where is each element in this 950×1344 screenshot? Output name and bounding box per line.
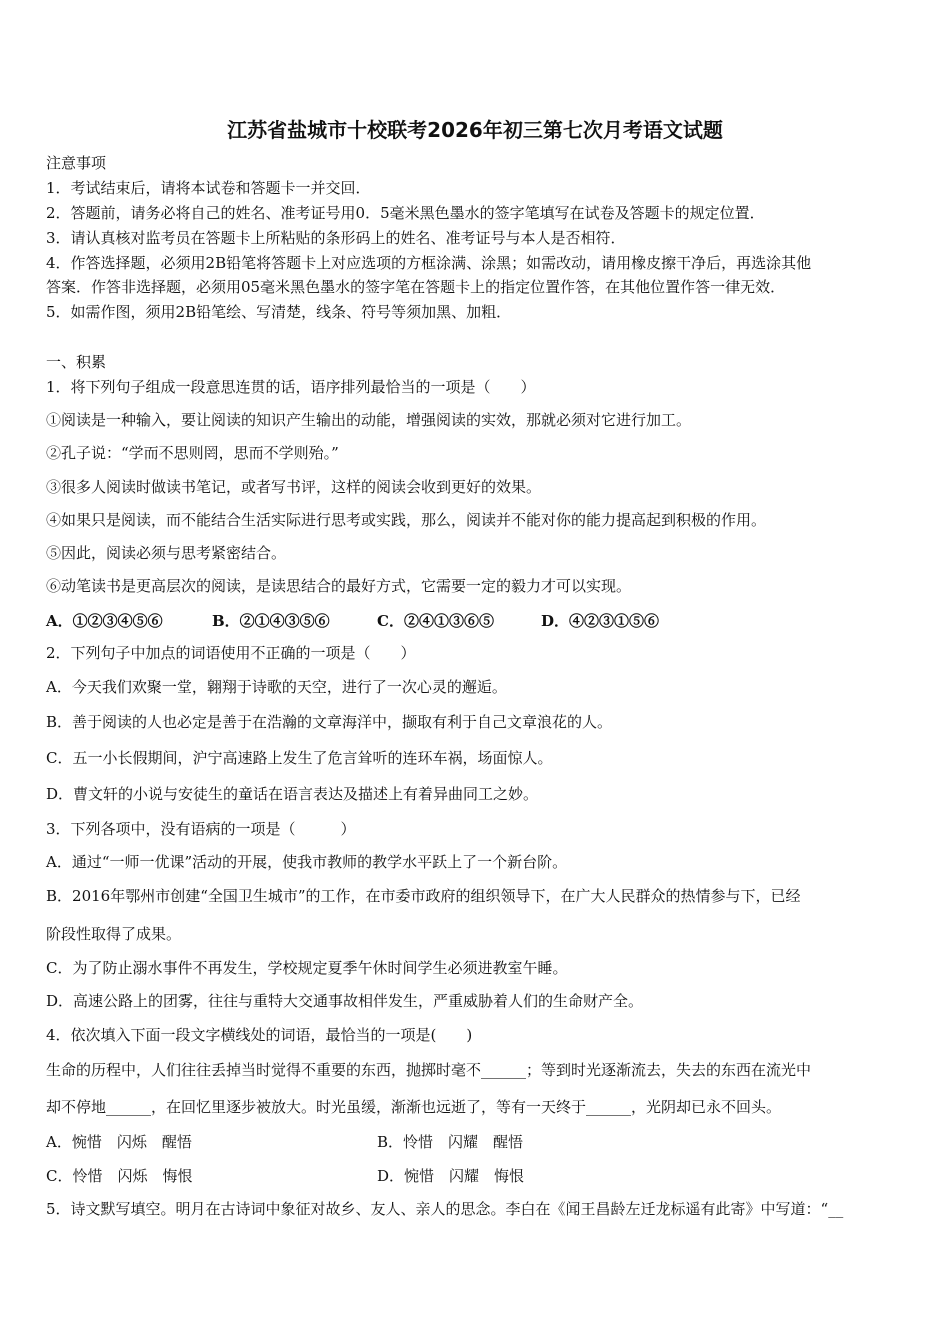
q2-option-b[interactable]: B．善于阅读的人也必定是善于在浩瀚的文章海洋中，撷取有利于自己文章浪花的人。: [46, 713, 613, 731]
q2-option-a[interactable]: A．今天我们欢聚一堂，翱翔于诗歌的天空，进行了一次心灵的邂逅。: [46, 678, 507, 696]
q5-stem: 5．诗文默写填空。明月在古诗词中象征对故乡、友人、亲人的思念。李白在《闻王昌龄左迁龙标遥有此寄》中写道：“__: [46, 1200, 844, 1218]
q1-sentence: ①阅读是一种输入，要让阅读的知识产生输出的动能，增强阅读的实效，那就必须对它进行加工。: [46, 411, 692, 429]
q1-sentence: ②孔子说：“学而不思则罔，思而不学则殆。”: [46, 444, 339, 462]
section-heading: 一、积累: [46, 353, 107, 371]
page-title: 江苏省盐城市十校联考2026年初三第七次月考语文试题: [227, 118, 723, 142]
q4-option-a[interactable]: A．惋惜 闪烁 醒悟: [46, 1133, 192, 1151]
note-item: 3．请认真核对监考员在答题卡上所粘贴的条形码上的姓名、准考证号与本人是否相符．: [46, 229, 626, 247]
q1-sentence: ⑥动笔读书是更高层次的阅读，是读思结合的最好方式，它需要一定的毅力才可以实现。: [46, 577, 632, 595]
q2-option-d[interactable]: D．曹文轩的小说与安徒生的童话在语言表达及描述上有着异曲同工之妙。: [46, 785, 539, 803]
q1-sentence: ⑤因此，阅读必须与思考紧密结合。: [46, 544, 287, 562]
q4-option-d[interactable]: D．惋惜 闪耀 悔恨: [377, 1167, 525, 1185]
q3-option-d[interactable]: D．高速公路上的团雾，往往与重特大交通事故相伴发生，严重威胁着人们的生命财产全。: [46, 992, 644, 1010]
q1-sentence: ③很多人阅读时做读书笔记，或者写书评，这样的阅读会收到更好的效果。: [46, 478, 542, 496]
q4-stem: 4．依次填入下面一段文字横线处的词语，最恰当的一项是( ): [46, 1026, 473, 1044]
note-item: 2．答题前，请务必将自己的姓名、准考证号用0．5毫米黑色墨水的签字笔填写在试卷及答题卡的规定位置．: [46, 204, 765, 222]
q2-stem: 2．下列句子中加点的词语使用不正确的一项是（ ）: [46, 644, 416, 662]
note-item: 5．如需作图，须用2B铅笔绘、写清楚，线条、符号等须加黑、加粗．: [46, 303, 512, 321]
q4-option-c[interactable]: C．怜惜 闪烁 悔恨: [46, 1167, 193, 1185]
q1-option-a[interactable]: A．①②③④⑤⑥: [46, 612, 163, 630]
q3-stem: 3．下列各项中，没有语病的一项是（ ）: [46, 820, 356, 838]
q3-option-a[interactable]: A．通过“一师一优课”活动的开展，使我市教师的教学水平跃上了一个新台阶。: [46, 853, 568, 871]
note-item: 1．考试结束后，请将本试卷和答题卡一并交回．: [46, 179, 371, 197]
q4-option-b[interactable]: B．怜惜 闪耀 醒悟: [377, 1133, 524, 1151]
q3-option-b[interactable]: B．2016年鄂州市创建“全国卫生城市”的工作，在市委市政府的组织领导下，在广大人民群众的热情参与下，已经: [46, 887, 801, 905]
note-item: 答案．作答非选择题，必须用05毫米黑色墨水的签字笔在答题卡上的指定位置作答，在其他位置作答一律无效．: [46, 278, 786, 296]
q1-option-c[interactable]: C．②④①③⑥⑤: [377, 612, 494, 630]
q1-option-b[interactable]: B．②①④③⑤⑥: [212, 612, 330, 630]
notes-heading: 注意事项: [46, 154, 107, 172]
q3-option-c[interactable]: C．为了防止溺水事件不再发生，学校规定夏季午休时间学生必须进教室午睡。: [46, 959, 568, 977]
q1-sentence: ④如果只是阅读，而不能结合生活实际进行思考或实践，那么，阅读并不能对你的能力提高起到积极的作用。: [46, 511, 767, 529]
q4-passage-line: 生命的历程中，人们往往丢掉当时觉得不重要的东西，抛掷时毫不______；等到时光逐渐流去，失去的东西在流光中: [46, 1061, 812, 1079]
q1-stem: 1．将下列句子组成一段意思连贯的话，语序排列最恰当的一项是（ ）: [46, 378, 536, 396]
q1-option-d[interactable]: D．④②③①⑤⑥: [541, 612, 660, 630]
q2-option-c[interactable]: C．五一小长假期间，沪宁高速路上发生了危言耸听的连环车祸，场面惊人。: [46, 749, 553, 767]
q4-passage-line: 却不停地______，在回忆里逐步被放大。时光虽缓，渐渐也远逝了，等有一天终于______，光阴却已永不回头。: [46, 1098, 782, 1116]
note-item: 4．作答选择题，必须用2B铅笔将答题卡上对应选项的方框涂满、涂黑；如需改动，请用橡皮擦干净后，再选涂其他: [46, 254, 812, 272]
q3-option-b-cont: 阶段性取得了成果。: [46, 925, 182, 943]
